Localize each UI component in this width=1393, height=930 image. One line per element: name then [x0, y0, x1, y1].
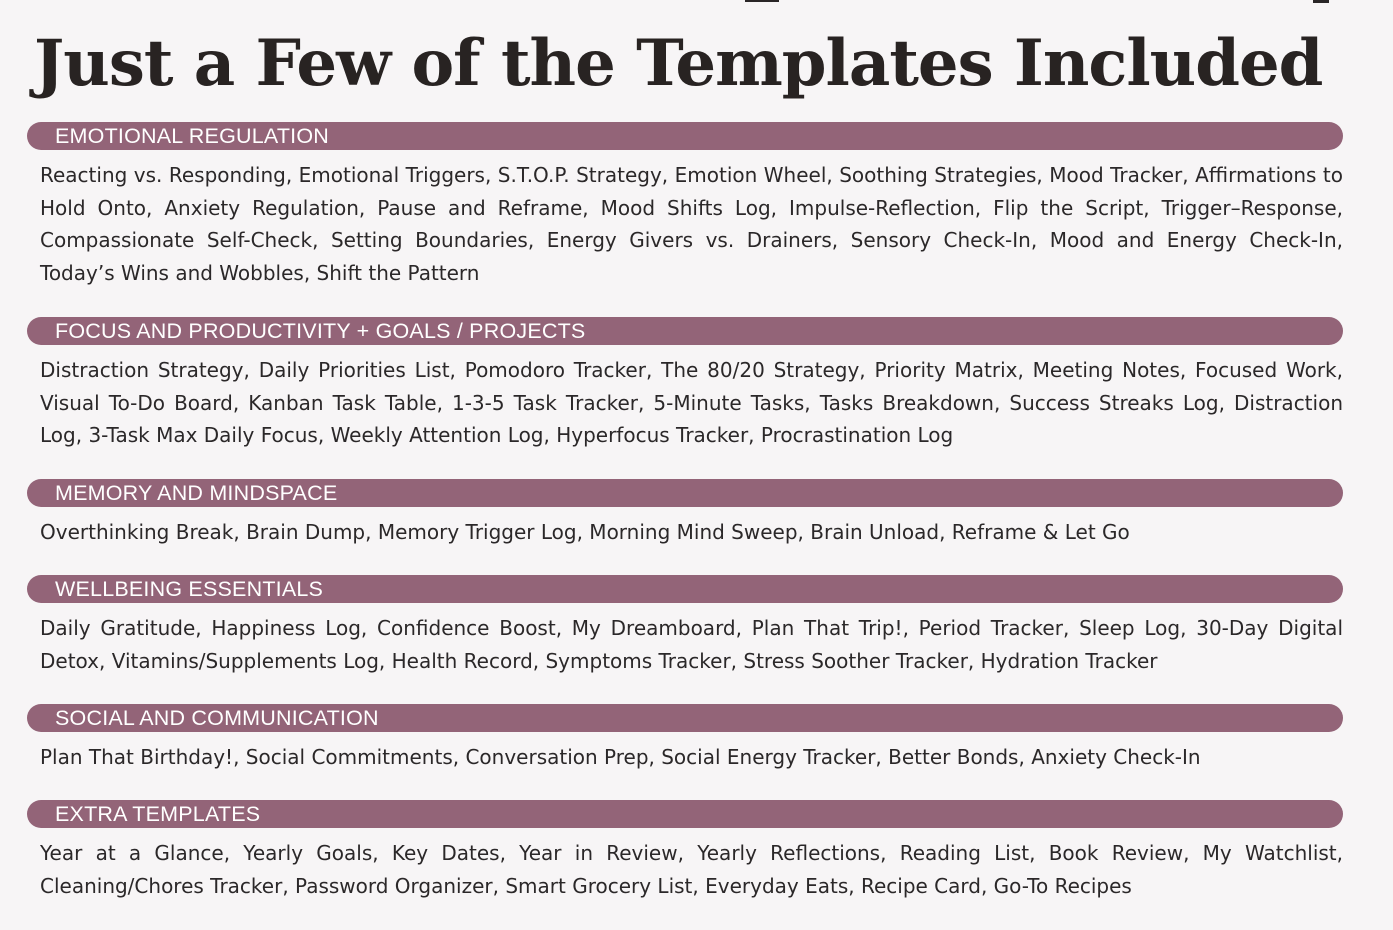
page-title: Just a Few of the Templates Included	[34, 26, 1323, 101]
section-wellbeing-essentials	[27, 575, 1343, 677]
section-focus-productivity	[27, 317, 1343, 452]
section-template-list: Overthinking Break, Brain Dump, Memory Trigger Log, Morning Mind Sweep, Brain Unload, Reframe & Let Go	[40, 520, 1130, 544]
section-template-list: Daily Gratitude, Happiness Log, Confidence Boost, My Dreamboard, Plan That Trip!, Period Tracker, Sleep Log, 30-Day Digital Detox, Vitamins/Supplements Log, Health Record, Symptoms Tracker, Stress Soother Tracker, Hydration Tracker	[40, 616, 1343, 673]
section-template-list: Reacting vs. Responding, Emotional Triggers, S.T.O.P. Strategy, Emotion Wheel, Soothing Strategies, Mood Tracker, Affirmations to Hold Onto, Anxiety Regulation, Pause and Reframe, Mood Shifts Log, Impulse-Reflection, Flip the Script, Trigger–Response, Compassionate Self-Check, Setting Boundaries, Energy Givers vs. Drainers, Sensory Check-In, Mood and Energy Check-In, Today’s Wins and Wobbles, Shift the Pattern	[40, 163, 1343, 286]
edge-mark-right	[1313, 0, 1329, 3]
section-header: WELLBEING ESSENTIALS	[27, 575, 1343, 603]
section-header: EMOTIONAL REGULATION	[27, 122, 1343, 150]
section-header: FOCUS AND PRODUCTIVITY + GOALS / PROJECTS	[27, 317, 1343, 345]
section-template-list: Distraction Strategy, Daily Priorities List, Pomodoro Tracker, The 80/20 Strategy, Priority Matrix, Meeting Notes, Focused Work, Visual To-Do Board, Kanban Task Table, 1-3-5 Task Tracker, 5-Minute Tasks, Tasks Breakdown, Success Streaks Log, Distraction Log, 3-Task Max Daily Focus, Weekly Attention Log, Hyperfocus Tracker, Procrastination Log	[40, 358, 1343, 448]
section-header: EXTRA TEMPLATES	[27, 800, 1343, 828]
top-edge-strip	[0, 0, 1393, 3]
section-template-list: Year at a Glance, Yearly Goals, Key Dates, Year in Review, Yearly Reflections, Reading List, Book Review, My Watchlist, Cleaning/Chores Tracker, Password Organizer, Smart Grocery List, Everyday Eats, Recipe Card, Go-To Recipes	[40, 841, 1343, 898]
section-memory-mindspace	[27, 479, 1343, 549]
section-emotional-regulation	[27, 122, 1343, 290]
section-social-communication	[27, 704, 1343, 774]
section-header: SOCIAL AND COMMUNICATION	[27, 704, 1343, 732]
edge-mark-left	[745, 0, 779, 2]
section-header: MEMORY AND MINDSPACE	[27, 479, 1343, 507]
section-extra-templates	[27, 800, 1343, 902]
section-template-list: Plan That Birthday!, Social Commitments, Conversation Prep, Social Energy Tracker, Better Bonds, Anxiety Check-In	[40, 745, 1201, 769]
